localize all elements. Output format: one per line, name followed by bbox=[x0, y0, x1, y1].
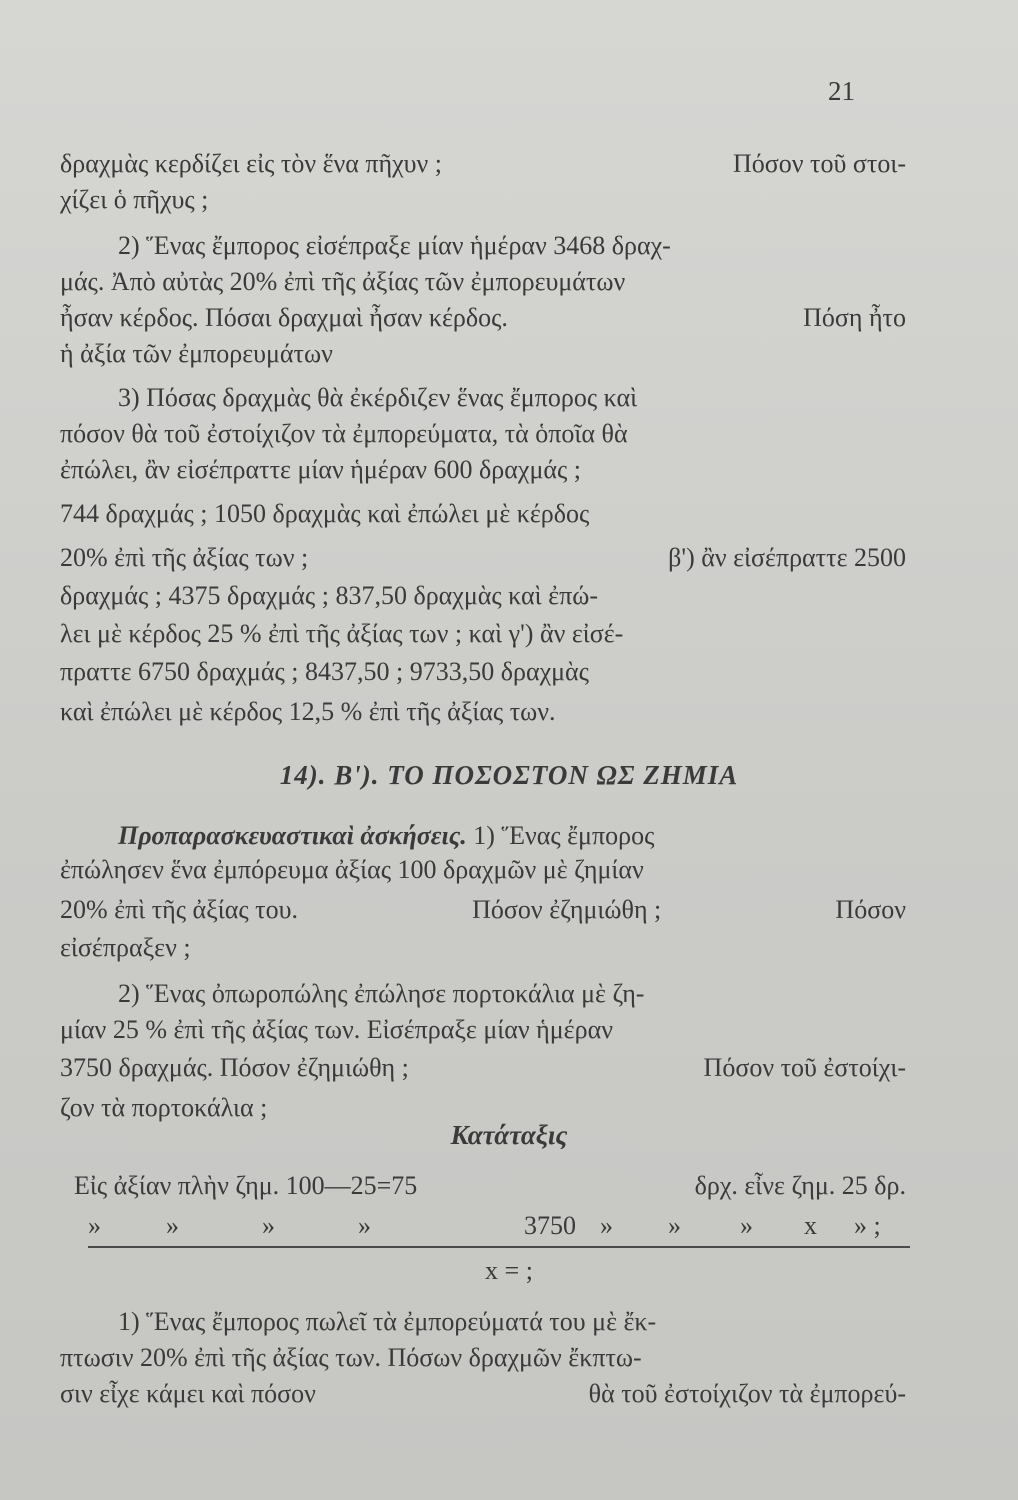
text-segment: δραχμὰς κερδίζει εἰς τὸν ἕνα πῆχυν ; bbox=[60, 149, 442, 178]
ditto-mark: » bbox=[166, 1211, 179, 1240]
text-line-6: ἡ ἀξία τῶν ἐμπορευμάτων bbox=[60, 339, 333, 368]
text-line-14: πραττε 6750 δραχμάς ; 8437,50 ; 9733,50 δραχμὰς bbox=[60, 657, 589, 686]
text-segment: Πόσον ἐζημιώθη ; bbox=[472, 895, 662, 924]
text-segment: δρχ. εἶνε ζημ. 25 δρ. bbox=[694, 1171, 906, 1200]
text-segment: σιν εἶχε κάμει καὶ πόσον bbox=[60, 1379, 316, 1408]
text-line-11 bbox=[60, 540, 906, 576]
text-line-27: πτωσιν 20% ἐπὶ τῆς ἀξίας των. Πόσων δραχμῶν ἔκπτω- bbox=[60, 1343, 642, 1372]
ditto-mark: » ; bbox=[854, 1211, 881, 1240]
text-segment: Πόσον τοῦ ἐστοίχι- bbox=[703, 1053, 906, 1082]
text-line-1 bbox=[60, 146, 906, 182]
text-segment: β') ἂν εἰσέπραττε 2500 bbox=[668, 543, 906, 572]
text-segment: 3) Πόσας δραχμὰς θὰ ἐκέρδιζεν ἕνας ἔμπορος καὶ bbox=[118, 383, 638, 412]
text-segment: Πόσον τοῦ στοι- bbox=[733, 149, 906, 178]
text-line-15: καὶ ἐπώλει μὲ κέρδος 12,5 % ἐπὶ τῆς ἀξίας των. bbox=[60, 697, 556, 726]
text-line-4: μάς. Ἀπὸ αὐτὰς 20% ἐπὶ τῆς ἀξίας τῶν ἐμπορευμάτων bbox=[60, 267, 626, 296]
amount: 3750 bbox=[524, 1211, 576, 1240]
text-line-5 bbox=[60, 300, 906, 336]
text-segment: 2) Ἕνας ὀπωροπώλης ἐπώλησε πορτοκάλια μὲ ζη- bbox=[118, 979, 645, 1008]
text-segment: ἦσαν κέρδος. Πόσαι δραχμαὶ ἦσαν κέρδος. bbox=[60, 303, 508, 332]
text-line-25 bbox=[88, 1208, 908, 1244]
text-segment: 1) Ἕνας ἔμπορος bbox=[473, 821, 655, 850]
text-segment: Πόσον bbox=[835, 895, 906, 924]
text-line-23: ζον τὰ πορτοκάλια ; bbox=[60, 1093, 268, 1122]
text-line-3 bbox=[60, 228, 906, 264]
section-heading: 14). Β'). ΤΟ ΠΟΣΟΣΤΟΝ ΩΣ ΖΗΜΙΑ bbox=[279, 760, 739, 790]
text-segment: 3750 δραχμάς. Πόσον ἐζημιώθη ; bbox=[60, 1053, 409, 1082]
exercise-lead: Προπαρασκευαστικαὶ ἀσκήσεις. bbox=[118, 821, 467, 850]
text-line-12: δραχμάς ; 4375 δραχμάς ; 837,50 δραχμὰς καὶ ἐπώ- bbox=[60, 581, 598, 610]
classification-heading: Κατάταξις bbox=[450, 1120, 568, 1150]
text-line-26 bbox=[60, 1304, 906, 1340]
text-segment: θὰ τοῦ ἐστοίχιζον τὰ ἐμπορεύ- bbox=[588, 1379, 906, 1408]
ditto-mark: » bbox=[88, 1211, 101, 1240]
text-segment: Εἰς ἀξίαν πλὴν ζημ. 100—25=75 bbox=[74, 1171, 418, 1200]
text-segment: Πόση ἦτο bbox=[803, 303, 906, 332]
text-segment: 20% ἐπὶ τῆς ἀξίας του. bbox=[60, 895, 298, 924]
text-line-28 bbox=[60, 1376, 906, 1412]
text-line-18 bbox=[60, 892, 906, 928]
text-line-10: 744 δραχμάς ; 1050 δραχμὰς καὶ ἐπώλει μὲ κέρδος bbox=[60, 499, 590, 528]
text-line-16 bbox=[60, 818, 906, 854]
text-line-24 bbox=[60, 1168, 906, 1204]
text-line-20 bbox=[60, 976, 906, 1012]
text-line-13: λει μὲ κέρδος 25 % ἐπὶ τῆς ἀξίας των ; καὶ γ') ἂν εἰσέ- bbox=[60, 619, 624, 648]
text-line-8: πόσον θὰ τοῦ ἐστοίχιζον τὰ ἐμπορεύματα, τὰ ὁποῖα θὰ bbox=[60, 419, 628, 448]
text-line-9: ἐπώλει, ἂν εἰσέπραττε μίαν ἡμέραν 600 δραχμάς ; bbox=[60, 455, 582, 484]
equation: x = ; bbox=[485, 1256, 533, 1285]
ditto-mark: » bbox=[740, 1211, 753, 1240]
text-line-21: μίαν 25 % ἐπὶ τῆς ἀξίας των. Εἰσέπραξε μίαν ἡμέραν bbox=[60, 1015, 613, 1044]
horizontal-rule bbox=[88, 1246, 910, 1248]
text-line-2: χίζει ὁ πῆχυς ; bbox=[60, 185, 209, 214]
text-line-19: εἰσέπραξεν ; bbox=[60, 933, 191, 962]
text-segment: 1) Ἕνας ἔμπορος πωλεῖ τὰ ἐμπορεύματά του μὲ ἔκ- bbox=[118, 1307, 657, 1336]
ditto-mark: » bbox=[262, 1211, 275, 1240]
ditto-mark: » bbox=[358, 1211, 371, 1240]
text-segment: 20% ἐπὶ τῆς ἀξίας των ; bbox=[60, 543, 309, 572]
ditto-mark: » bbox=[668, 1211, 681, 1240]
text-segment: 2) Ἕνας ἔμπορος εἰσέπραξε μίαν ἡμέραν 3468 δραχ- bbox=[118, 231, 671, 260]
unknown-x: x bbox=[804, 1211, 817, 1240]
page-number: 21 bbox=[828, 76, 855, 106]
text-line-17: ἐπώλησεν ἕνα ἐμπόρευμα ἀξίας 100 δραχμῶν μὲ ζημίαν bbox=[60, 855, 644, 884]
ditto-mark: » bbox=[600, 1211, 613, 1240]
text-line-7 bbox=[60, 380, 906, 416]
text-line-22 bbox=[60, 1050, 906, 1086]
